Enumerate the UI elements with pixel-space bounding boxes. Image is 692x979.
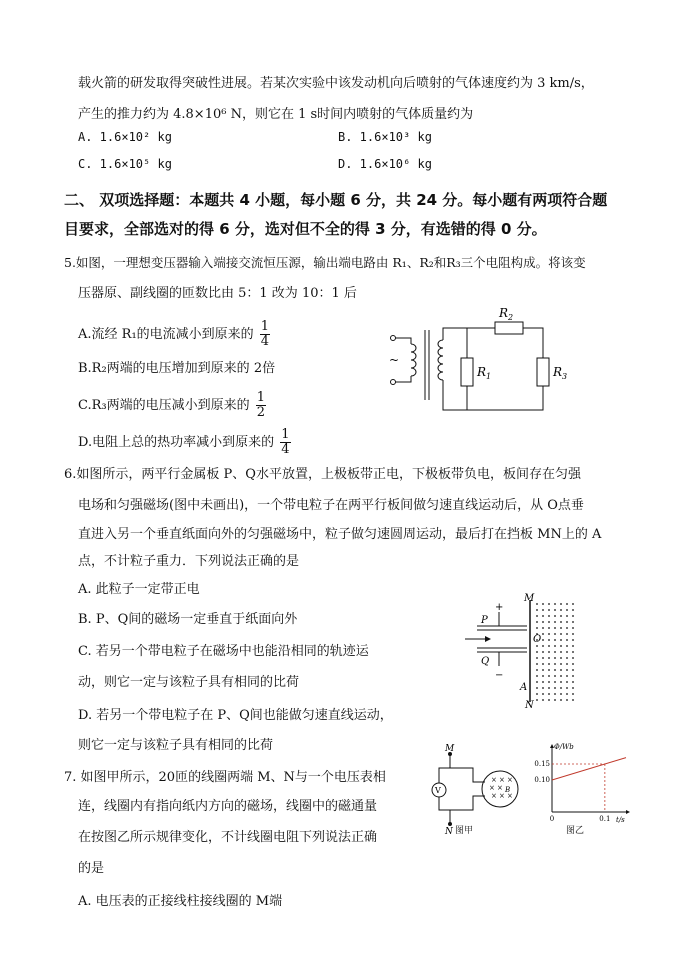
field-dot <box>554 603 556 605</box>
q6-line3: 直进入另一个垂直纸面向外的匀强磁场中，粒子做匀速圆周运动，最后打在挡板 MN上的 A <box>78 527 602 542</box>
fraction-denominator: 4 <box>260 334 270 349</box>
field-dot <box>572 663 574 665</box>
field-dot <box>560 675 562 677</box>
field-dot <box>554 675 556 677</box>
y-tick-label: 0.15 <box>534 760 550 768</box>
field-dot <box>566 651 568 653</box>
field-dot <box>536 645 538 647</box>
field-dot <box>560 693 562 695</box>
q5-option-a <box>78 320 270 349</box>
voltmeter-label: V <box>435 786 441 795</box>
field-dot <box>536 693 538 695</box>
field-dot <box>560 621 562 623</box>
field-dot <box>554 657 556 659</box>
field-dot <box>548 621 550 623</box>
field-dot <box>536 627 538 629</box>
field-dot <box>542 639 544 641</box>
field-dot <box>536 615 538 617</box>
field-dot <box>536 669 538 671</box>
field-dot <box>560 639 562 641</box>
field-dot <box>572 681 574 683</box>
field-dot <box>548 681 550 683</box>
field-dot <box>536 603 538 605</box>
field-dot <box>560 627 562 629</box>
field-dot <box>572 621 574 623</box>
field-dot <box>572 651 574 653</box>
field-dot <box>566 681 568 683</box>
field-dot <box>566 663 568 665</box>
field-dot <box>566 615 568 617</box>
field-dot <box>554 633 556 635</box>
q7-line1: 7. 如图甲所示，20匝的线圈两端 M、N与一个电压表相 <box>64 770 386 785</box>
fraction-numerator: 1 <box>256 390 266 405</box>
x-tick-label: 0 <box>549 815 555 823</box>
field-dot <box>566 603 568 605</box>
field-dot <box>542 651 544 653</box>
secondary-coil <box>438 340 443 380</box>
field-dot <box>542 675 544 677</box>
label-m: M <box>445 744 455 754</box>
field-dot <box>548 627 550 629</box>
field-dot <box>536 609 538 611</box>
field-dot <box>548 687 550 689</box>
field-dot <box>566 657 568 659</box>
field-dot <box>560 603 562 605</box>
field-dot <box>560 609 562 611</box>
svg-text:×: × <box>489 784 495 792</box>
q6-option-a: A. 此粒子一定带正电 <box>78 582 200 597</box>
field-dot <box>542 633 544 635</box>
field-dot <box>554 609 556 611</box>
field-dot <box>542 621 544 623</box>
field-dot <box>548 693 550 695</box>
section2-heading-line1: 二、 双项选择题：本题共 4 小题，每小题 6 分，共 24 分。每小题有两项符合题 <box>64 191 608 209</box>
field-dot <box>548 699 550 701</box>
resistor-r1 <box>461 358 473 386</box>
field-dot <box>548 609 550 611</box>
field-dot <box>572 669 574 671</box>
q4-line2: 产生的推力约为 4.8×10⁶ N，则它在 1 s时间内喷射的气体质量约为 <box>78 107 474 122</box>
q5-line2: 压器原、副线圈的匝数比由 5：1 改为 10：1 后 <box>78 286 357 301</box>
fraction-one-quarter <box>280 428 290 457</box>
label-r1: $R_1$ <box>477 365 492 381</box>
field-dot <box>542 669 544 671</box>
field-dot <box>548 669 550 671</box>
field-dot <box>542 693 544 695</box>
q6-option-d-line2: 则它一定与该粒子具有相同的比荷 <box>78 738 274 753</box>
field-dot <box>536 651 538 653</box>
svg-text:×: × <box>499 776 505 784</box>
field-dot <box>536 699 538 701</box>
label-m: M <box>524 593 535 604</box>
field-dot <box>572 627 574 629</box>
svg-text:×: × <box>499 792 505 800</box>
fraction-one-quarter <box>260 320 270 349</box>
field-dot <box>548 657 550 659</box>
q5-option-c-text: C.R₃两端的电压减小到原来的 <box>78 398 250 413</box>
arrowhead-icon <box>485 636 491 642</box>
q6-option-c-line1: C. 若另一个带电粒子在磁场中也能沿相同的轨迹运 <box>78 644 369 659</box>
field-dot <box>560 633 562 635</box>
field-dot <box>572 603 574 605</box>
x-arrow-icon <box>626 810 630 814</box>
label-a: A <box>520 682 528 693</box>
q7-line3: 在按图乙所示规律变化，不计线圈电阻下列说法正确 <box>78 830 378 845</box>
flux-time-chart <box>534 740 630 835</box>
q7-line2: 连，线圈内有指向纸内方向的磁场，线圈中的磁通量 <box>78 799 378 814</box>
field-dot <box>572 609 574 611</box>
q5-option-d <box>78 428 291 457</box>
ac-symbol: ~ <box>389 353 400 367</box>
label-p: P <box>481 615 488 626</box>
fraction-one-half <box>256 391 266 420</box>
q5-option-d-text: D.电阻上总的热功率减小到原来的 <box>78 435 275 450</box>
q4-line1: 载火箭的研发取得突破性进展。若某次实验中该发动机向后喷射的气体速度约为 3 km/s， <box>78 76 594 91</box>
field-dot <box>548 639 550 641</box>
field-dot <box>566 669 568 671</box>
field-dot <box>536 681 538 683</box>
field-dot <box>560 663 562 665</box>
field-dot <box>572 687 574 689</box>
transformer-circuit-diagram <box>385 300 570 415</box>
field-dot <box>542 657 544 659</box>
q4-option-b: B. 1.6×10³ kg <box>338 130 432 144</box>
field-dot <box>554 663 556 665</box>
field-dot <box>542 687 544 689</box>
q6-option-b: B. P、Q间的磁场一定垂直于纸面向外 <box>78 612 298 627</box>
field-dot <box>560 645 562 647</box>
field-dot <box>548 615 550 617</box>
field-dot <box>560 669 562 671</box>
field-dot <box>554 693 556 695</box>
resistor-r2 <box>495 322 523 334</box>
field-dot <box>536 657 538 659</box>
label-b: B <box>505 786 511 794</box>
field-dot <box>572 699 574 701</box>
label-n: N <box>445 827 453 837</box>
svg-text:×: × <box>491 792 497 800</box>
field-dot <box>542 663 544 665</box>
field-dot <box>572 633 574 635</box>
field-dot <box>548 603 550 605</box>
field-dot <box>548 633 550 635</box>
q6-option-d-line1: D. 若另一个带电粒子在 P、Q间也能做匀速直线运动， <box>78 708 393 723</box>
label-o: O <box>533 634 542 645</box>
coil-voltmeter-diagram <box>425 740 540 835</box>
section2-heading-line2: 目要求，全部选对的得 6 分，选对但不全的得 3 分，有选错的得 0 分。 <box>64 220 547 238</box>
field-dot <box>566 645 568 647</box>
field-dot <box>542 615 544 617</box>
resistor-r3 <box>537 358 549 386</box>
field-dot <box>548 645 550 647</box>
field-dot <box>560 699 562 701</box>
field-dot <box>542 627 544 629</box>
svg-text:×: × <box>507 776 513 784</box>
label-r3: $R_3$ <box>553 365 568 381</box>
field-dot <box>542 645 544 647</box>
field-dot <box>566 627 568 629</box>
label-q: Q <box>481 656 490 667</box>
field-dot <box>554 669 556 671</box>
q5-option-b: B.R₂两端的电压增加到原来的 2倍 <box>78 361 276 376</box>
field-dot <box>554 651 556 653</box>
fraction-numerator: 1 <box>260 319 270 334</box>
primary-coil <box>411 344 416 376</box>
field-dot <box>536 663 538 665</box>
field-dot <box>542 609 544 611</box>
field-dot <box>560 657 562 659</box>
field-dot <box>566 633 568 635</box>
flux-series-line <box>552 758 626 780</box>
field-dot <box>554 627 556 629</box>
svg-text:×: × <box>491 776 497 784</box>
q4-option-c: C. 1.6×10⁵ kg <box>78 157 172 171</box>
field-dot <box>572 615 574 617</box>
y-tick-label: 0.10 <box>534 776 550 784</box>
field-dot <box>536 675 538 677</box>
label-r2: $R_2$ <box>499 306 514 322</box>
minus-sign: − <box>495 670 504 681</box>
fraction-denominator: 2 <box>256 405 266 420</box>
field-dot <box>560 615 562 617</box>
fraction-numerator: 1 <box>281 427 290 442</box>
plus-sign: + <box>495 602 504 613</box>
field-dot <box>572 645 574 647</box>
field-dot <box>566 687 568 689</box>
field-dot <box>560 687 562 689</box>
x-tick-label: 0.1 <box>599 815 611 823</box>
q6-option-c-line2: 动，则它一定与该粒子具有相同的比荷 <box>78 675 300 690</box>
q5-option-a-text: A.流经 R₁的电流减小到原来的 <box>78 327 254 342</box>
ac-terminal-top <box>391 336 396 341</box>
field-dot <box>572 675 574 677</box>
field-dot <box>554 699 556 701</box>
field-dot <box>554 615 556 617</box>
field-dot <box>566 693 568 695</box>
magnetic-field-dots <box>536 603 574 701</box>
field-dot <box>554 687 556 689</box>
field-dot <box>548 663 550 665</box>
q4-option-d: D. 1.6×10⁶ kg <box>338 157 432 171</box>
ac-terminal-bottom <box>391 380 396 385</box>
field-dot <box>536 687 538 689</box>
q6-line2: 电场和匀强磁场(图中未画出)，一个带电粒子在两平行板间做匀速直线运动后，从 O点垂 <box>78 498 584 513</box>
field-dot <box>542 603 544 605</box>
q5-line1: 5.如图，一理想变压器输入端接交流恒压源，输出端电路由 R₁、R₂和R₃三个电阻构成。将该变 <box>64 255 586 270</box>
field-dot <box>536 621 538 623</box>
q5-option-c <box>78 391 266 420</box>
field-dot <box>566 609 568 611</box>
svg-text:×: × <box>507 792 513 800</box>
field-dot <box>566 699 568 701</box>
q4-option-a: A. 1.6×10² kg <box>78 130 172 144</box>
field-dot <box>560 681 562 683</box>
field-dot <box>548 675 550 677</box>
field-dot <box>566 621 568 623</box>
q7-option-a: A. 电压表的正接线柱接线圈的 M端 <box>78 894 283 909</box>
field-dot <box>554 621 556 623</box>
field-dot <box>554 681 556 683</box>
q6-line4: 点，不计粒子重力．下列说法正确的是 <box>78 554 300 569</box>
label-n: N <box>525 700 534 711</box>
field-dot <box>554 639 556 641</box>
field-dot <box>548 651 550 653</box>
y-axis-label: Φ/Wb <box>554 743 574 751</box>
q6-line1: 6.如图所示，两平行金属板 P、Q水平放置，上极板带正电，下极板带负电，板间存在匀强 <box>64 467 581 482</box>
field-dot <box>542 699 544 701</box>
field-dot <box>572 657 574 659</box>
q7-line4: 的是 <box>78 861 105 876</box>
svg-text:×: × <box>497 784 503 792</box>
caption-figure-b: 图乙 <box>566 826 585 836</box>
field-dot <box>542 681 544 683</box>
x-axis-label: t/s <box>616 816 625 824</box>
fraction-denominator: 4 <box>281 442 290 457</box>
field-dot <box>560 651 562 653</box>
field-dot <box>572 639 574 641</box>
parallel-plates-magnetic-field-diagram <box>455 590 585 710</box>
field-dot <box>572 693 574 695</box>
caption-figure-a: 图甲 <box>455 826 474 836</box>
field-dot <box>566 639 568 641</box>
field-dot <box>566 675 568 677</box>
field-dot <box>554 645 556 647</box>
